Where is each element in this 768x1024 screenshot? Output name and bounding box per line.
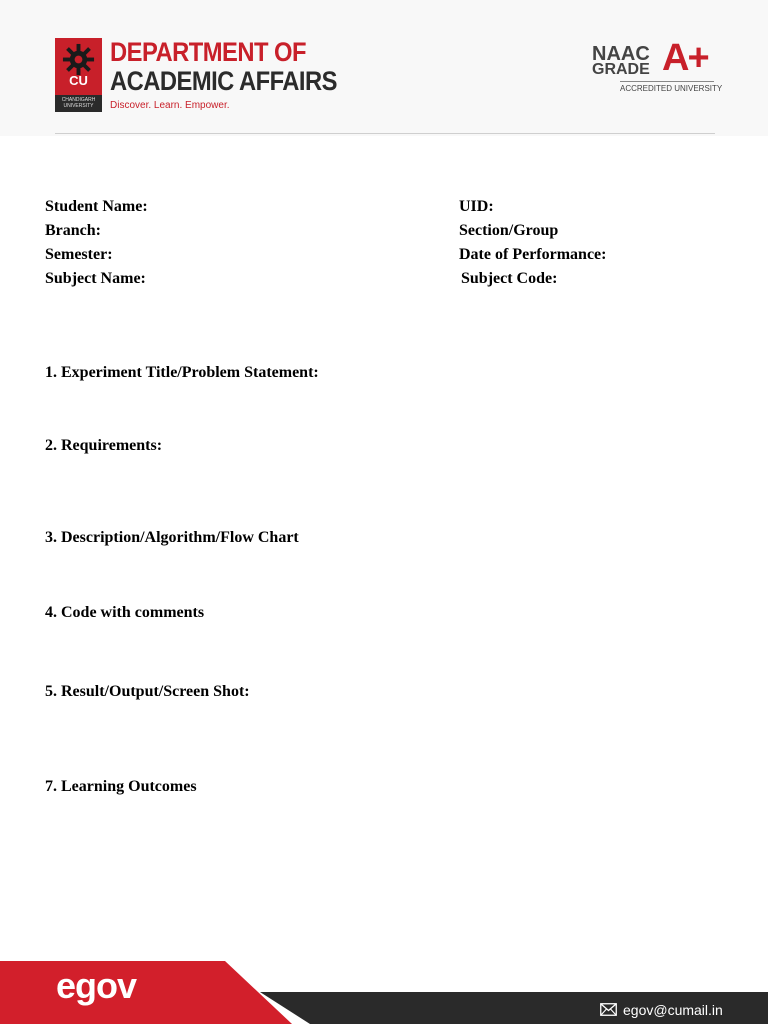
mail-icon <box>600 1003 617 1016</box>
branch-label: Branch: <box>45 222 101 239</box>
tagline: Discover. Learn. Empower. <box>110 100 230 111</box>
semester-label: Semester: <box>45 246 113 263</box>
cu-logo <box>55 38 102 112</box>
section-group-label: Section/Group <box>459 222 559 239</box>
date-of-performance-label: Date of Performance: <box>459 246 607 263</box>
section-requirements: 2. Requirements: <box>45 437 163 454</box>
cu-logo-text: CU <box>69 73 88 88</box>
footer-email[interactable]: egov@cumail.in <box>623 1002 723 1018</box>
section-description: 3. Description/Algorithm/Flow Chart <box>45 529 299 546</box>
header-divider <box>55 133 715 134</box>
department-title-line1: DEPARTMENT OF <box>110 37 306 67</box>
gear-logo-icon <box>61 42 96 77</box>
naac-badge <box>592 37 723 96</box>
header <box>0 0 768 136</box>
section-experiment-title: 1. Experiment Title/Problem Statement: <box>45 364 319 381</box>
department-title <box>110 38 368 96</box>
naac-divider <box>620 81 714 82</box>
section-learning-outcomes: 7. Learning Outcomes <box>45 778 197 795</box>
naac-accredited-label: ACCREDITED UNIVERSITY <box>620 84 723 93</box>
department-title-line2: ACADEMIC AFFAIRS <box>110 66 337 96</box>
naac-grade-label: GRADE <box>592 61 650 78</box>
naac-label: NAAC <box>592 43 650 65</box>
section-result: 5. Result/Output/Screen Shot: <box>45 683 250 700</box>
student-name-label: Student Name: <box>45 198 148 215</box>
uid-label: UID: <box>459 198 494 215</box>
subject-code-label: Subject Code: <box>461 270 558 287</box>
egov-logo: egov <box>56 965 137 1006</box>
section-code: 4. Code with comments <box>45 604 205 621</box>
cu-logo-subtext: CHANDIGARH UNIVERSITY <box>55 95 102 112</box>
subject-name-label: Subject Name: <box>45 270 146 287</box>
naac-grade-value: A+ <box>662 37 708 79</box>
